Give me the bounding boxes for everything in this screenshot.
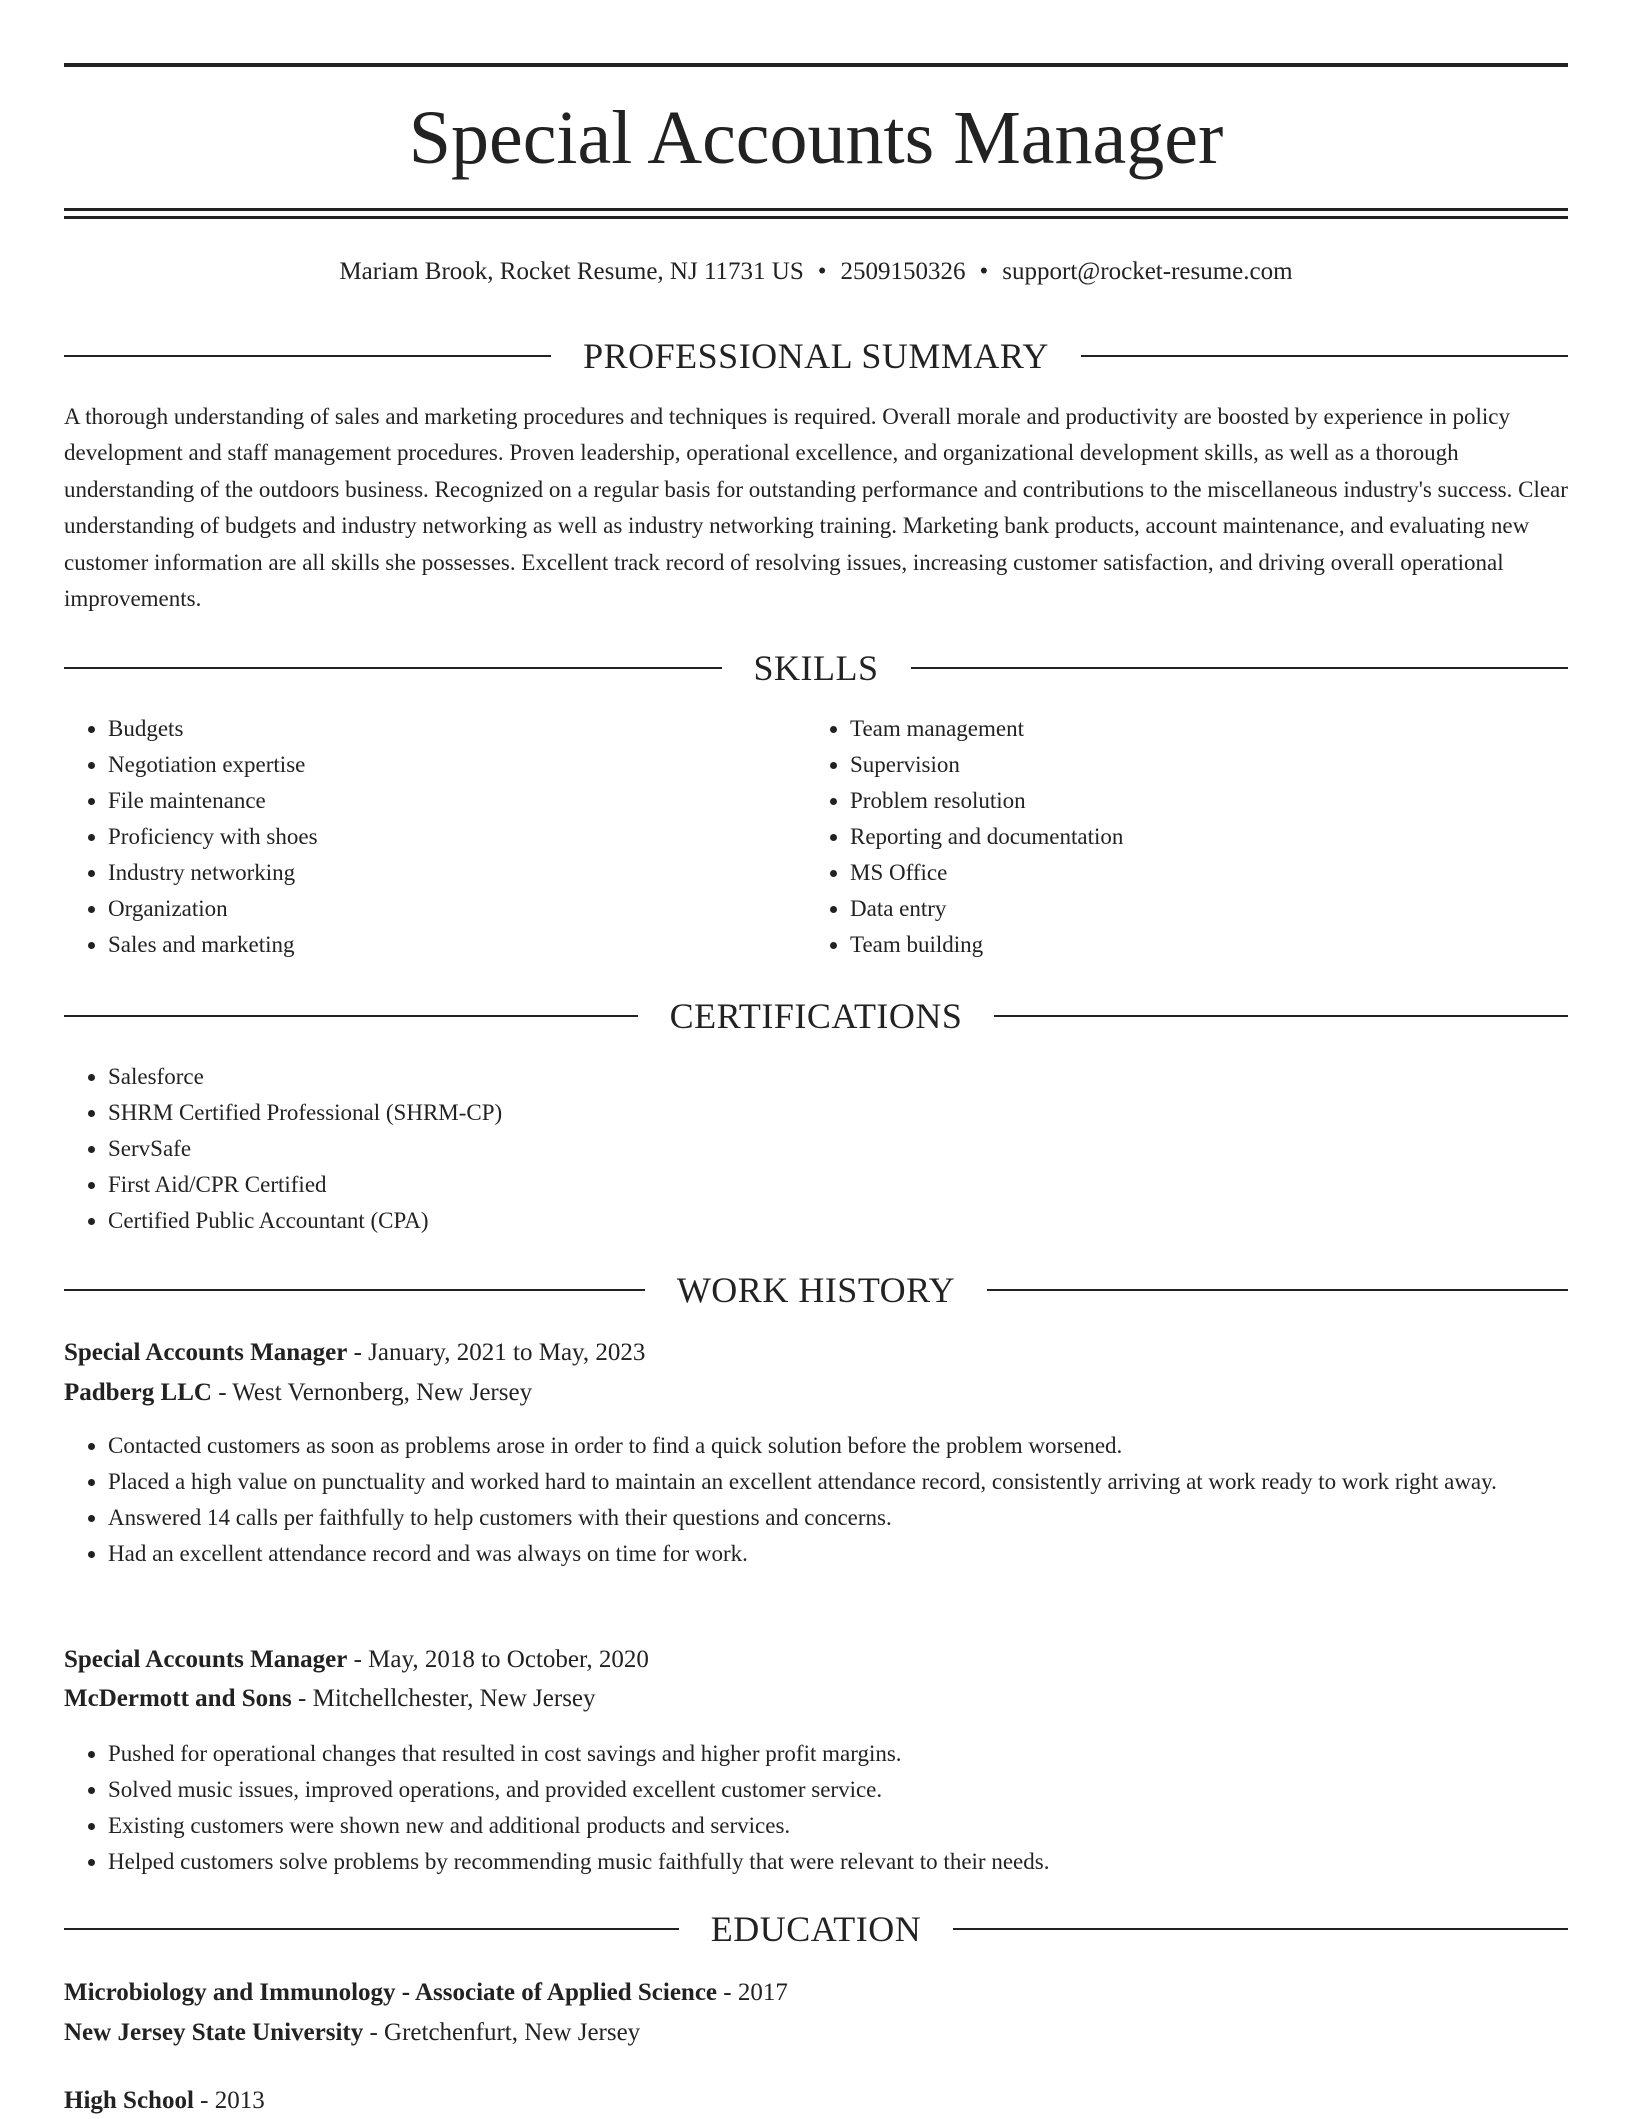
section-title: EDUCATION — [710, 1909, 922, 1949]
page-title: Special Accounts Manager — [408, 96, 1224, 180]
list-item: • Negotiation expertise — [108, 747, 798, 783]
job-dates: - May, 2018 to October, 2020 — [347, 1646, 649, 1673]
job-title: Special Accounts Manager — [64, 1646, 348, 1673]
job-bullets — [64, 1736, 1612, 1880]
education-school-line — [64, 2015, 1568, 2051]
section-title: SKILLS — [753, 648, 879, 688]
list-item: • Contacted customers as soon as problems arose in order to find a quick solution before the problem worsened. — [108, 1428, 1612, 1464]
job-title: Special Accounts Manager — [64, 1339, 348, 1366]
contact-separator: • — [817, 258, 827, 285]
education-year: - 2013 — [193, 2087, 265, 2114]
list-item: • First Aid/CPR Certified — [108, 1167, 1568, 1203]
section-heading-education — [64, 1906, 1568, 1952]
list-item: • Supervision — [850, 747, 1570, 783]
list-item: • Existing customers were shown new and additional products and services. — [108, 1808, 1612, 1844]
list-item: • Sales and marketing — [108, 927, 798, 963]
list-item: • Problem resolution — [850, 783, 1570, 819]
job-title-line — [64, 1335, 1568, 1371]
list-item: • MS Office — [850, 855, 1570, 891]
education-school: New Jersey State University — [64, 2019, 364, 2046]
list-item: • Salesforce — [108, 1059, 1568, 1095]
list-item: • SHRM Certified Professional (SHRM-CP) — [108, 1095, 1568, 1131]
list-item: • Helped customers solve problems by recommending music faithfully that were relevant to their needs. — [108, 1844, 1612, 1880]
list-item: • Placed a high value on punctuality and worked hard to maintain an excellent attendance record, consistently arriving at work ready to work right away. — [108, 1464, 1612, 1500]
heading-rule-right — [953, 1928, 1568, 1930]
education-degree: High School — [64, 2087, 194, 2114]
job-title-line — [64, 1642, 1568, 1678]
list-item: • Industry networking — [108, 855, 798, 891]
list-item: • File maintenance — [108, 783, 798, 819]
contact-phone: 2509150326 — [840, 258, 966, 285]
list-item: • Budgets — [108, 711, 798, 747]
heading-rule-right — [994, 1015, 1568, 1017]
heading-rule-left — [64, 667, 722, 669]
skills-list-left — [64, 711, 798, 963]
list-item: • Organization — [108, 891, 798, 927]
title-rule-lower — [64, 216, 1568, 219]
job-location: - Mitchellchester, New Jersey — [291, 1685, 596, 1712]
list-item: • ServSafe — [108, 1131, 1568, 1167]
contact-line — [64, 254, 1568, 290]
job-company-line — [64, 1375, 1568, 1411]
job-dates: - January, 2021 to May, 2023 — [347, 1339, 646, 1366]
list-item: • Proficiency with shoes — [108, 819, 798, 855]
section-heading-summary — [64, 333, 1568, 379]
skills-list-right — [806, 711, 1570, 963]
list-item: • Pushed for operational changes that resulted in cost savings and higher profit margins. — [108, 1736, 1612, 1772]
summary-text: A thorough understanding of sales and marketing procedures and techniques is required. Overall morale and productivity are boosted by experience in policy development and staff management procedures. Proven leadership, operational excellence, and organizational development skills, as well as a thorough understanding of the outdoors business. Recognized on a regular basis for outstanding performance and contributions to the miscellaneous industry's success. Clear understanding of budgets and industry networking as well as industry networking training. Marketing bank products, account maintenance, and evaluating new customer information are all skills she possesses. Excellent track record of resolving issues, increasing customer satisfaction, and driving overall operational improvements. — [64, 404, 1568, 612]
education-degree-line — [64, 1975, 1568, 2011]
certifications-list — [64, 1059, 1568, 1239]
section-title: WORK HISTORY — [676, 1270, 956, 1310]
education-degree: Microbiology and Immunology - Associate of Applied Science — [64, 1979, 718, 2006]
job-location: - West Vernonberg, New Jersey — [211, 1379, 533, 1406]
contact-address: Mariam Brook, Rocket Resume, NJ 11731 US — [339, 258, 804, 285]
section-title: CERTIFICATIONS — [669, 996, 963, 1036]
education-location: - Gretchenfurt, New Jersey — [363, 2019, 641, 2046]
list-item: • Had an excellent attendance record and was always on time for work. — [108, 1536, 1612, 1572]
section-heading-work-history — [64, 1267, 1568, 1313]
list-item: • Team building — [850, 927, 1570, 963]
contact-separator: • — [979, 258, 989, 285]
contact-email: support@rocket-resume.com — [1002, 258, 1293, 285]
section-title: PROFESSIONAL SUMMARY — [583, 336, 1049, 376]
list-item: • Solved music issues, improved operations, and provided excellent customer service. — [108, 1772, 1612, 1808]
list-item: • Data entry — [850, 891, 1570, 927]
heading-rule-left — [64, 1289, 645, 1291]
list-item: • Certified Public Accountant (CPA) — [108, 1203, 1568, 1239]
heading-rule-left — [64, 1015, 638, 1017]
education-year: - 2017 — [717, 1979, 788, 2006]
top-rule — [64, 63, 1568, 67]
section-heading-certifications — [64, 993, 1568, 1039]
heading-rule-right — [911, 667, 1569, 669]
title-rule-upper — [64, 208, 1568, 211]
list-item: • Answered 14 calls per faithfully to help customers with their questions and concerns. — [108, 1500, 1612, 1536]
section-heading-skills — [64, 645, 1568, 691]
heading-rule-left — [64, 355, 551, 357]
education-degree-line — [64, 2083, 1568, 2119]
heading-rule-right — [987, 1289, 1568, 1291]
job-bullets — [64, 1428, 1612, 1572]
list-item: • Reporting and documentation — [850, 819, 1570, 855]
list-item: • Team management — [850, 711, 1570, 747]
job-company: McDermott and Sons — [64, 1685, 292, 1712]
job-company: Padberg LLC — [64, 1379, 212, 1406]
heading-rule-right — [1081, 355, 1568, 357]
heading-rule-left — [64, 1928, 679, 1930]
job-company-line — [64, 1681, 1568, 1717]
